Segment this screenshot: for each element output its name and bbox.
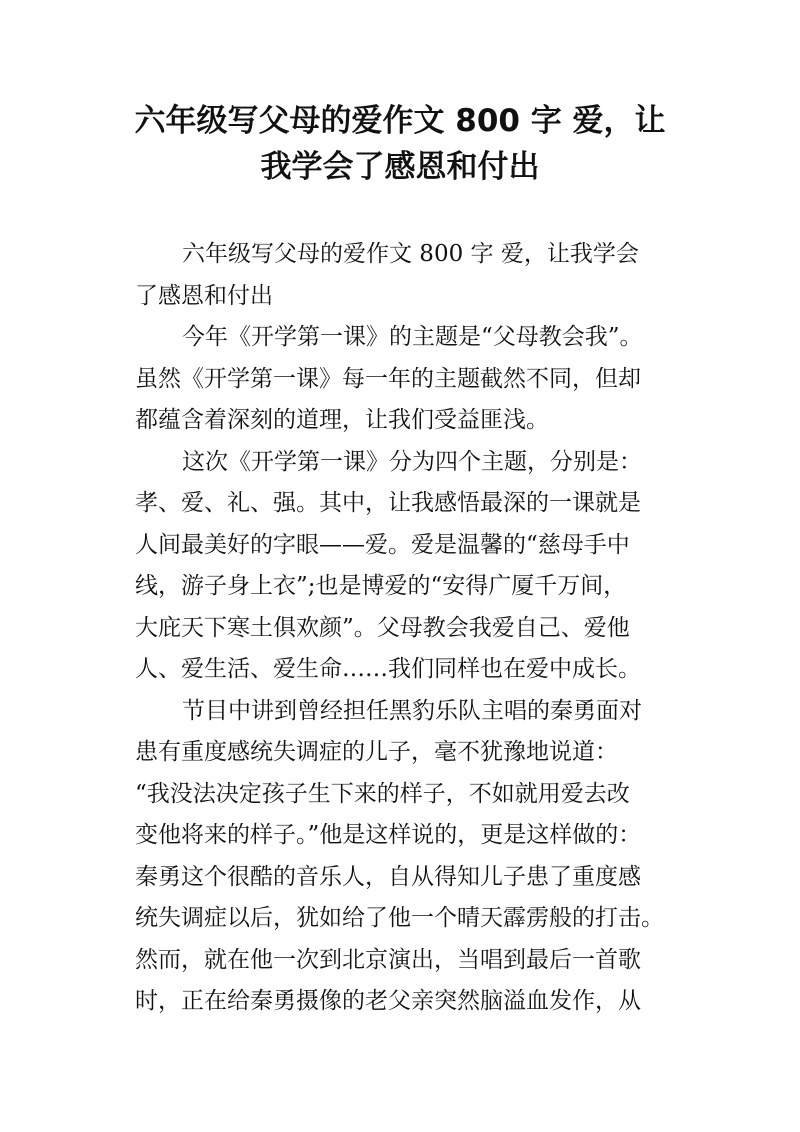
body-line: 虽然《开学第一课》每一年的主题截然不同，但却 bbox=[135, 365, 641, 392]
body-line: 了感恩和付出 bbox=[135, 282, 273, 309]
body-line: 大庇天下寒土俱欢颜”。父母教会我爱自己、爱他 bbox=[135, 614, 630, 641]
body-line: 人、爱生活、爱生命……我们同样也在爱中成长。 bbox=[135, 656, 641, 682]
body-line: 这次《开学第一课》分为四个主题，分别是： bbox=[182, 448, 642, 475]
title-line-1: 六年级写父母的爱作文 800 字 爱，让 bbox=[134, 103, 666, 139]
body-line: 变他将来的样子。”他是这样说的，更是这样做的： bbox=[135, 822, 642, 848]
title-line-2: 我学会了感恩和付出 bbox=[260, 149, 540, 185]
body-line: 然而，就在他一次到北京演出，当唱到最后一首歌 bbox=[135, 946, 641, 973]
article-body bbox=[135, 234, 695, 1023]
body-line: 今年《开学第一课》的主题是“父母教会我”。 bbox=[182, 324, 643, 350]
body-line: 节目中讲到曾经担任黑豹乐队主唱的秦勇面对 bbox=[182, 697, 642, 724]
body-line: 线，游子身上衣”;也是博爱的“安得广厦千万间， bbox=[135, 573, 627, 599]
body-line: 统失调症以后，犹如给了他一个晴天霹雳般的打击。 bbox=[135, 905, 664, 931]
body-line: 孝、爱、礼、强。其中，让我感悟最深的一课就是 bbox=[135, 490, 641, 516]
body-line: 都蕴含着深刻的道理，让我们受益匪浅。 bbox=[135, 407, 549, 433]
document-title bbox=[100, 98, 700, 190]
body-line: 人间最美好的字眼——爱。爱是温馨的“慈母手中 bbox=[135, 531, 630, 558]
body-line: 秦勇这个很酷的音乐人，自从得知儿子患了重度感 bbox=[135, 863, 641, 890]
body-line: 六年级写父母的爱作文 800 字 爱，让我学会 bbox=[182, 241, 639, 267]
body-line: 患有重度感统失调症的儿子，毫不犹豫地说道： bbox=[135, 739, 618, 765]
body-line: 时，正在给秦勇摄像的老父亲突然脑溢血发作，从 bbox=[135, 988, 641, 1014]
body-line: “我没法决定孩子生下来的样子，不如就用爱去改 bbox=[135, 780, 630, 807]
